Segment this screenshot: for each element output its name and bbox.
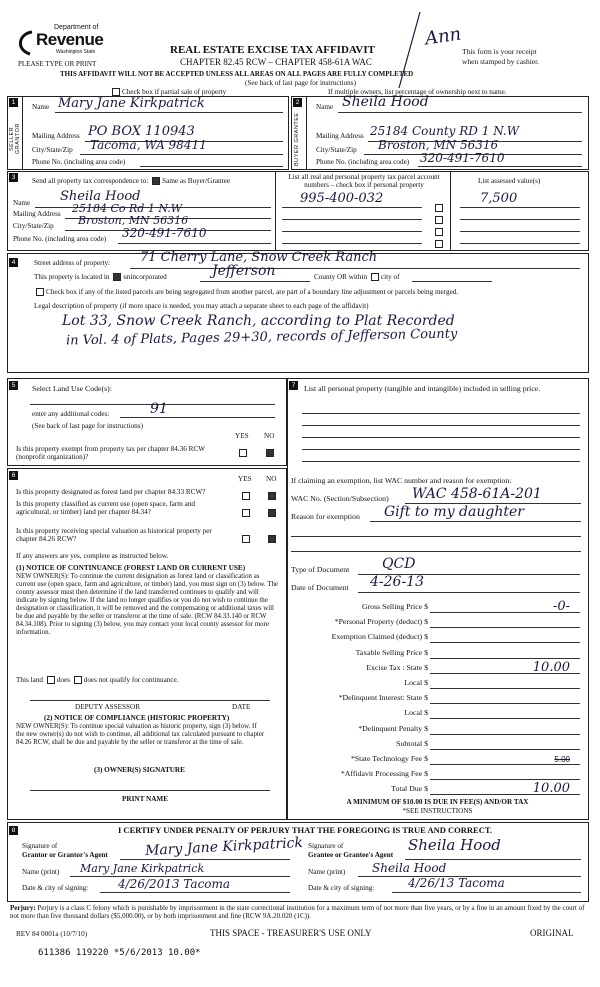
tax-row-line bbox=[430, 642, 580, 643]
county-line bbox=[200, 281, 310, 282]
corr-mail-value[interactable]: 25184 Co Rd 1 N.W bbox=[72, 202, 183, 215]
section-2-number: 2 bbox=[293, 98, 302, 107]
any-yes-note: If any answers are yes, complete as instructed below. bbox=[16, 552, 169, 560]
tax-row-label: Exemption Claimed (deduct) $ bbox=[331, 632, 428, 642]
grantor-sig-line bbox=[120, 859, 290, 860]
buyer-phone-label: Phone No. (including area code) bbox=[316, 158, 410, 166]
grantee-sig-label1: Signature of bbox=[308, 842, 344, 850]
seller-mail-value[interactable]: PO BOX 110943 bbox=[88, 124, 195, 139]
form-chapter: CHAPTER 82.45 RCW – CHAPTER 458-61A WAC bbox=[180, 57, 372, 67]
corr-phone-label: Phone No. (including area code) bbox=[13, 235, 107, 243]
tax-row-label: Gross Selling Price $ bbox=[361, 602, 428, 611]
wac-value[interactable]: WAC 458-61A-201 bbox=[412, 486, 542, 502]
buyer-city-value[interactable]: Broston, MN 56316 bbox=[378, 138, 499, 152]
tax-row-value[interactable]: 10.00 bbox=[532, 659, 570, 675]
deputy-label: DEPUTY ASSESSOR bbox=[75, 703, 141, 711]
legal-line-2[interactable]: in Vol. 4 of Plats, Pages 29+30, records of Jefferson County bbox=[65, 326, 458, 349]
unincorporated-checkbox[interactable] bbox=[113, 273, 121, 281]
assessed-line-4 bbox=[460, 243, 580, 244]
tax-row-value[interactable]: 5.00 bbox=[554, 755, 570, 764]
city-of-checkbox[interactable] bbox=[371, 273, 379, 281]
treasurer-use: THIS SPACE - TREASURER'S USE ONLY bbox=[210, 928, 372, 938]
pp-line-4 bbox=[302, 449, 580, 450]
buyer-mail-label: Mailing Address bbox=[316, 132, 364, 140]
doc-type-value[interactable]: QCD bbox=[382, 556, 416, 572]
correspondence-label bbox=[32, 177, 230, 185]
pen-stroke-mark bbox=[395, 10, 425, 90]
segregated-checkbox[interactable] bbox=[36, 288, 44, 296]
unincorporated-label: unincorporated bbox=[123, 273, 167, 281]
tax-row-line bbox=[430, 749, 580, 750]
see-back: (See back of last page for instructions) bbox=[245, 79, 356, 87]
current-no-checkbox[interactable] bbox=[266, 504, 278, 522]
corr-mail-label: Mailing Address bbox=[13, 210, 61, 218]
assessed-line-3 bbox=[460, 231, 580, 232]
current-use-question: Is this property classified as current use (open space, farm and agricultural, or timber) land per chapter 84.34? bbox=[16, 500, 196, 517]
parcel-line-4 bbox=[282, 243, 422, 244]
grantor-date-label: Date & city of signing: bbox=[22, 884, 89, 892]
minimum-due: A MINIMUM OF $10.00 IS DUE IN FEE(S) AND/OR TAX bbox=[346, 798, 529, 806]
assessed-header: List assessed value(s) bbox=[478, 177, 541, 185]
buyer-mail-value[interactable]: 25184 County RD 1 N.W bbox=[370, 124, 520, 138]
parcel-line-1 bbox=[282, 207, 422, 208]
pp-line-5 bbox=[302, 461, 580, 462]
corr-name-value[interactable]: Sheila Hood bbox=[60, 189, 141, 204]
s6-yes: YES bbox=[238, 475, 252, 483]
tax-row-line bbox=[430, 718, 580, 719]
see-instructions: *SEE INSTRUCTIONS bbox=[402, 807, 473, 815]
s3-divider bbox=[275, 171, 276, 250]
pp-line-3 bbox=[302, 437, 580, 438]
segregated-label: Check box if any of the listed parcels are being segregated from another parcel, are part of a boundary line adjustment or parcels being merged. bbox=[46, 288, 459, 296]
buyer-name-line bbox=[338, 112, 582, 113]
grantor-date-line bbox=[100, 892, 290, 893]
does-checkbox[interactable] bbox=[47, 676, 55, 684]
tax-row-line bbox=[430, 764, 580, 765]
buyer-name-value[interactable]: Sheila Hood bbox=[342, 94, 429, 110]
parcel-value[interactable]: 995-400-032 bbox=[300, 191, 384, 206]
tax-row-line bbox=[430, 703, 580, 704]
dor-logo-swoosh-icon bbox=[14, 28, 36, 58]
multiple-owners: If multiple owners, list percentage of ownership next to name. bbox=[328, 88, 507, 96]
certify-text: I CERTIFY UNDER PENALTY OF PERJURY THAT THE FOREGOING IS TRUE AND CORRECT. bbox=[118, 825, 493, 835]
county-label: County OR within bbox=[314, 273, 368, 281]
corr-phone-value[interactable]: 320-491-7610 bbox=[122, 226, 207, 240]
continuance-row bbox=[16, 676, 179, 684]
same-as-buyer-checkbox[interactable] bbox=[152, 177, 160, 185]
personal-property-label: List all personal property (tangible and intangible) included in selling price. bbox=[304, 384, 541, 393]
tax-row-line bbox=[430, 779, 580, 780]
buyer-side-label: BUYER GRANTEE bbox=[294, 112, 300, 166]
seller-mail-label: Mailing Address bbox=[32, 132, 80, 140]
located-label: This property is located in bbox=[34, 273, 110, 281]
section-8-number: 8 bbox=[9, 826, 18, 835]
additional-codes-line bbox=[120, 417, 275, 418]
seller-city-label: City/State/Zip bbox=[32, 146, 73, 154]
buyer-phone-value[interactable]: 320-491-7610 bbox=[420, 151, 505, 165]
receipt-line2: when stamped by cashier. bbox=[462, 57, 540, 66]
buyer-divider bbox=[306, 96, 307, 169]
tax-row-label: Local $ bbox=[404, 708, 428, 718]
section-5-number: 5 bbox=[9, 381, 18, 390]
grantee-date-label: Date & city of signing: bbox=[308, 884, 375, 892]
dor-logo-line1: Department of bbox=[54, 24, 99, 31]
exempt-yes-checkbox[interactable] bbox=[237, 444, 249, 462]
city-of-label: city of bbox=[380, 273, 400, 281]
forest-question: Is this property designated as forest land per chapter 84.33 RCW? bbox=[16, 488, 206, 496]
street-line bbox=[130, 268, 580, 269]
section-1-number: 1 bbox=[9, 98, 18, 107]
tax-row-line bbox=[430, 688, 580, 689]
qualify-label: qualify for continuance. bbox=[109, 676, 179, 684]
historic-question: Is this property receiving special valuation as historical property per chapter 84.26 RCW? bbox=[16, 527, 212, 544]
tax-row-label: *Affidavit Processing Fee $ bbox=[340, 769, 428, 779]
tax-row-line bbox=[430, 734, 580, 735]
pp-line-1 bbox=[302, 413, 580, 414]
grantor-sig-label1: Signature of bbox=[22, 842, 58, 850]
tax-row-line bbox=[430, 658, 580, 659]
city-of-line bbox=[412, 281, 492, 282]
does-label: does bbox=[56, 676, 70, 684]
dor-logo-line2: Revenue bbox=[36, 30, 104, 49]
perjury-text: Perjury is a class C felony which is punishable by imprisonment in the state correctional institution for a maximum term of not more than five years, or by a fine in an amount fixed by the court of not more than five thousand dollars ($5,000.00), or by both imprisonment and fine (RCW 9A.20.020 (1C)). bbox=[10, 904, 585, 921]
grantor-name-value[interactable]: Mary Jane Kirkpatrick bbox=[80, 862, 205, 875]
section-3-number: 3 bbox=[9, 173, 18, 182]
doc-type-label: Type of Document bbox=[291, 565, 350, 574]
grantee-sig-label2: Grantee or Grantee's Agent bbox=[308, 851, 394, 859]
does-not-label: does not bbox=[83, 676, 108, 684]
reason-line-3 bbox=[291, 551, 581, 552]
buyer-city-label: City/State/Zip bbox=[316, 146, 357, 154]
historic-yes-checkbox[interactable] bbox=[240, 530, 252, 548]
street-label: Street address of property: bbox=[34, 259, 111, 267]
reason-line bbox=[370, 521, 581, 522]
tax-row-label: Local $ bbox=[404, 678, 428, 687]
handwritten-ann: Ann bbox=[423, 23, 463, 50]
seller-divider bbox=[22, 96, 23, 169]
tax-row-label: *Personal Property (deduct) $ bbox=[334, 617, 428, 627]
deputy-line bbox=[30, 700, 270, 701]
located-row bbox=[34, 273, 167, 281]
assessed-value[interactable]: 7,500 bbox=[480, 191, 518, 206]
section-4-number: 4 bbox=[9, 258, 18, 267]
grantee-name-value[interactable]: Sheila Hood bbox=[372, 861, 447, 875]
dor-logo-line3: Washington State bbox=[56, 49, 96, 55]
legal-label: Legal description of property (if more space is needed, you may attach a separate sheet to each page of the affidavit) bbox=[34, 302, 369, 310]
corr-name-label: Name bbox=[13, 199, 31, 207]
perjury-note bbox=[10, 904, 590, 920]
notice1-body: NEW OWNER(S): To continue the current designation as forest land or classification as current use (open space, farm and agriculture, or timber) land, you must sign on (3) below. The county assessor must then determine if the land transferred continues to qualify and will indicate by signing below. If the land no longer qualifies or you do not wish to continue the designation or classification, it will be removed and the compensating or additional taxes will be due and payable by the seller or transferor at the time of sale. (RCW 84.33.140 or RCW 84.34.108). Prior to signing (3) below, you may contact your local county assessor for more information. bbox=[16, 573, 278, 636]
original-label: ORIGINAL bbox=[530, 928, 574, 938]
personal-checkbox-4[interactable] bbox=[433, 235, 445, 253]
tax-row-value[interactable]: -0- bbox=[552, 599, 570, 614]
section-7-number: 7 bbox=[289, 381, 298, 390]
buyer-phone-line bbox=[418, 166, 582, 167]
wac-label: WAC No. (Section/Subsection) bbox=[291, 494, 389, 503]
tax-row-label: *Delinquent Penalty $ bbox=[358, 723, 428, 733]
does-not-checkbox[interactable] bbox=[74, 676, 82, 684]
seller-city-line bbox=[80, 154, 283, 155]
tax-row-label: *State Technology Fee $ bbox=[350, 754, 428, 763]
owner-signature-label: (3) OWNER(S) SIGNATURE bbox=[94, 766, 185, 774]
grantor-name-label: Name (print) bbox=[22, 868, 60, 876]
notice1-title: (1) NOTICE OF CONTINUANCE (FOREST LAND OR CURRENT USE) bbox=[16, 564, 246, 572]
correspondence-text: Send all property tax correspondence to: bbox=[32, 177, 149, 185]
assessed-line-2 bbox=[460, 219, 580, 220]
additional-codes-label: enter any additional codes: bbox=[32, 410, 110, 418]
exempt-no-checkbox[interactable] bbox=[264, 444, 276, 462]
pp-line-2 bbox=[302, 425, 580, 426]
reason-label: Reason for exemption bbox=[291, 512, 360, 521]
reason-line-2 bbox=[291, 536, 581, 537]
seller-phone-line bbox=[140, 166, 283, 167]
buyer-name-label: Name bbox=[316, 103, 334, 111]
seller-name-label: Name bbox=[32, 103, 50, 111]
rev-number: REV 84 0001a (10/7/10) bbox=[16, 930, 88, 938]
historic-no-checkbox[interactable] bbox=[266, 530, 278, 548]
forest-yes-checkbox[interactable] bbox=[240, 487, 252, 505]
segregated-row bbox=[34, 288, 458, 296]
grantee-sig-line bbox=[405, 859, 581, 860]
forest-no-checkbox[interactable] bbox=[266, 487, 278, 505]
assessed-line-1 bbox=[460, 207, 580, 208]
s3-divider-2 bbox=[450, 171, 451, 250]
land-use-see: (See back of last page for instructions) bbox=[32, 422, 143, 430]
deputy-date-label: DATE bbox=[232, 703, 251, 711]
tax-row-label: Total Due $ bbox=[391, 784, 428, 794]
seller-side-label: SELLER GRANTOR bbox=[9, 123, 21, 155]
street-value[interactable]: 71 Cherry Lane, Snow Creek Ranch bbox=[140, 250, 378, 265]
additional-code-value[interactable]: 91 bbox=[150, 401, 168, 417]
exempt-question: Is this property exempt from property tax per chapter 84.36 RCW (nonprofit organization)? bbox=[16, 445, 205, 462]
this-land-label: This land bbox=[16, 676, 43, 684]
partial-sale-label: Check box if partial sale of property bbox=[122, 88, 227, 96]
grantor-date-value[interactable]: 4/26/2013 Tacoma bbox=[118, 877, 231, 891]
owner-signature-line bbox=[30, 790, 270, 791]
tax-row-line bbox=[430, 627, 580, 628]
grantor-signature[interactable]: Mary Jane Kirkpatrick bbox=[144, 834, 304, 860]
reason-value[interactable]: Gift to my daughter bbox=[384, 504, 524, 520]
seller-name-value[interactable]: Mary Jane Kirkpatrick bbox=[58, 96, 205, 111]
s6-no: NO bbox=[266, 475, 277, 483]
grantee-name-label: Name (print) bbox=[308, 868, 346, 876]
form-warning: THIS AFFIDAVIT WILL NOT BE ACCEPTED UNLESS ALL AREAS ON ALL PAGES ARE FULLY COMPLETED bbox=[60, 70, 414, 78]
section-6-number: 6 bbox=[9, 471, 18, 480]
s5-no: NO bbox=[264, 432, 275, 440]
tax-row-label: Excise Tax : State $ bbox=[366, 662, 428, 672]
doc-date-line bbox=[358, 592, 580, 593]
cashier-stamp: 611386 119220 *5/6/2013 10.00* bbox=[38, 948, 201, 958]
exemption-label: If claiming an exemption, list WAC number and reason for exemption: bbox=[291, 476, 512, 485]
seller-phone-label: Phone No. (including area code) bbox=[32, 158, 126, 166]
tax-row-label: Subtotal $ bbox=[396, 738, 428, 748]
same-as-buyer-label: Same as Buyer/Grantee bbox=[162, 177, 231, 185]
corr-city-value[interactable]: Broston, MN 56316 bbox=[78, 214, 189, 227]
please-type: PLEASE TYPE OR PRINT bbox=[18, 60, 97, 68]
tax-row-value[interactable]: 10.00 bbox=[532, 781, 570, 797]
seller-name-line bbox=[55, 112, 283, 113]
corr-city-label: City/State/Zip bbox=[13, 222, 54, 230]
notice2-title: (2) NOTICE OF COMPLIANCE (HISTORIC PROPERTY) bbox=[44, 714, 230, 722]
grantee-signature[interactable]: Sheila Hood bbox=[408, 836, 501, 854]
dor-logo bbox=[14, 22, 104, 62]
grantee-date-line bbox=[392, 892, 581, 893]
print-name-label: PRINT NAME bbox=[122, 795, 168, 803]
parcel-header: List all real and personal property tax parcel account numbers – check box if personal property bbox=[288, 173, 440, 190]
current-yes-checkbox[interactable] bbox=[240, 504, 252, 522]
corr-phone-line bbox=[118, 243, 271, 244]
legal-line-1[interactable]: Lot 33, Snow Creek Ranch, according to Plat Recorded bbox=[62, 313, 455, 329]
notice2-body: NEW OWNER(S): To continue special valuation as historic property, sign (3) below. If the new owner(s) do not wish to continue, all additional tax calculated pursuant to chapter 84.26 RCW, shall be due and payable by the seller or transferor at the time of sale. bbox=[16, 723, 265, 746]
seller-city-value[interactable]: Tacoma, WA 98411 bbox=[90, 138, 207, 152]
form-title: REAL ESTATE EXCISE TAX AFFIDAVIT bbox=[170, 44, 375, 56]
doc-date-value[interactable]: 4-26-13 bbox=[370, 574, 424, 590]
perjury-label: Perjury: bbox=[10, 904, 36, 912]
tax-row-label: Taxable Selling Price $ bbox=[355, 647, 428, 657]
grantor-sig-label2: Grantor or Grantor's Agent bbox=[22, 851, 108, 859]
county-value[interactable]: Jefferson bbox=[212, 263, 276, 279]
doc-date-label: Date of Document bbox=[291, 583, 349, 592]
grantee-date-value[interactable]: 4/26/13 Tacoma bbox=[408, 876, 505, 890]
county-within bbox=[314, 273, 399, 281]
parcel-line-2 bbox=[282, 219, 422, 220]
receipt-line1: This form is your receipt bbox=[462, 47, 537, 56]
s5-yes: YES bbox=[235, 432, 249, 440]
land-use-label: Select Land Use Code(s): bbox=[32, 384, 112, 393]
tax-row-label: *Delinquent Interest: State $ bbox=[338, 693, 428, 703]
parcel-line-3 bbox=[282, 231, 422, 232]
